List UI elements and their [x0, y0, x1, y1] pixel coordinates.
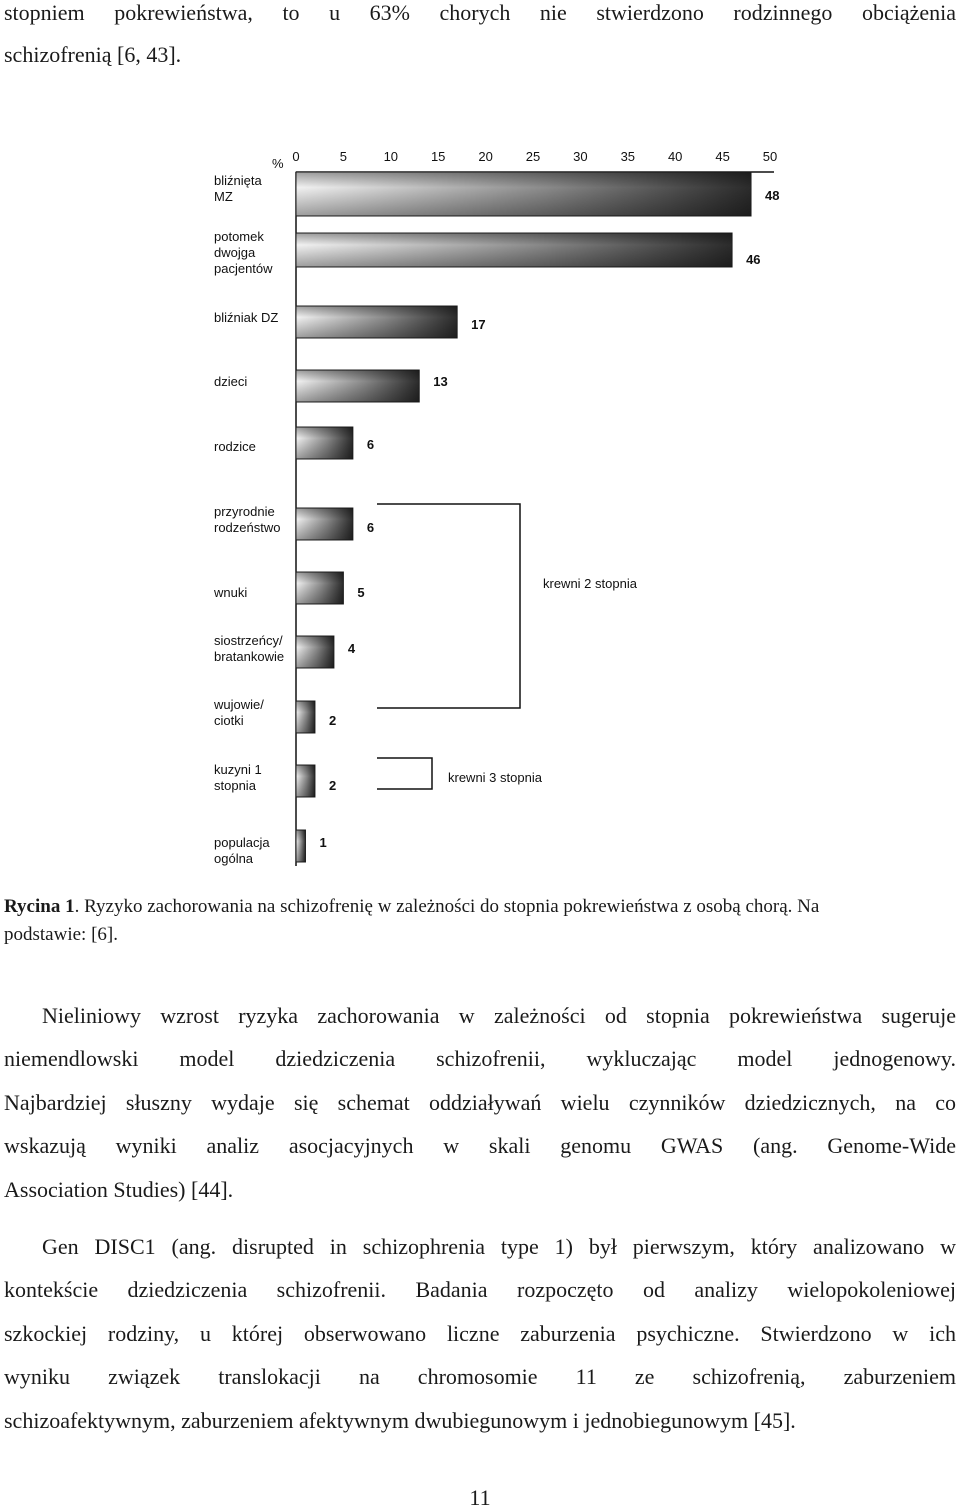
figure-caption-line2: podstawie: [6]. — [4, 924, 118, 945]
paragraph-line: Najbardziej słuszny wydaje się schemat oddziaływań wielu czynników dziedzicznych, na co — [4, 1090, 956, 1115]
bar — [296, 172, 751, 216]
category-label: stopnia — [214, 778, 256, 793]
category-label: wujowie/ — [214, 697, 264, 712]
category-label: MZ — [214, 189, 233, 204]
tick-label: 30 — [573, 149, 588, 164]
paragraph-line: Gen DISC1 (ang. disrupted in schizophrenia type 1) był pierwszym, który analizowano w — [42, 1234, 956, 1259]
axis-unit-label: % — [272, 156, 284, 171]
tick-label: 45 — [715, 149, 730, 164]
value-label: 6 — [366, 437, 375, 452]
caption-text: . Ryzyko zachorowania na schizofrenię w zależności do stopnia pokrewieństwa z osobą chorą. Na — [74, 896, 820, 917]
tick-label: 5 — [339, 149, 348, 164]
value-label: 48 — [765, 188, 780, 203]
paragraph-line: niemendlowski model dziedziczenia schizofrenii, wykluczając model jednogenowy. — [4, 1046, 956, 1071]
value-label: 1 — [319, 835, 327, 850]
bar — [296, 701, 315, 733]
annotation-2nd-degree: krewni 2 stopnia — [543, 576, 637, 591]
value-label: 6 — [366, 520, 375, 535]
paragraph-line: wskazują wyniki analiz asocjacyjnych w skali genomu GWAS (ang. Genome-Wide — [4, 1133, 956, 1158]
figure-caption — [4, 894, 956, 920]
value-label: 17 — [471, 317, 486, 332]
paragraph-line: Nieliniowy wzrost ryzyka zachorowania w zależności od stopnia pokrewieństwa sugeruje — [42, 1003, 956, 1028]
text-line: stopniem pokrewieństwa, to u 63% chorych nie stwierdzono rodzinnego obciążenia — [4, 0, 956, 25]
value-label: 4 — [347, 641, 356, 656]
page-number: 11 — [469, 1485, 491, 1510]
category-label: bliźnięta — [214, 173, 262, 188]
tick-label: 35 — [620, 149, 636, 164]
category-label: kuzyni 1 — [214, 762, 262, 777]
value-label: 5 — [357, 585, 365, 600]
paragraph-line: wyniku związek translokacji na chromosomie 11 ze schizofrenią, zaburzeniem — [4, 1364, 956, 1389]
paragraph-line: schizoafektywnym, zaburzeniem afektywnym dwubiegunowym i jednobiegunowym [45]. — [4, 1408, 796, 1433]
value-label: 13 — [433, 374, 448, 389]
bar — [296, 370, 419, 402]
bar — [296, 306, 457, 338]
annotation-3rd-degree: krewni 3 stopnia — [448, 770, 542, 785]
bar — [296, 636, 334, 668]
tick-label: 50 — [762, 149, 778, 164]
paragraph-line: kontekście dziedziczenia schizofrenii. Badania rozpoczęto od analizy wielopokoleniowej — [4, 1277, 956, 1302]
bracket-3rd-degree — [377, 758, 432, 789]
category-label: bliźniak DZ — [214, 310, 279, 325]
tick-label: 0 — [292, 149, 300, 164]
tick-label: 20 — [478, 149, 493, 164]
category-label: przyrodnie — [214, 504, 275, 519]
category-label: ciotki — [214, 713, 244, 728]
category-label: rodzeństwo — [214, 520, 281, 535]
tick-label: 25 — [525, 149, 541, 164]
category-label: wnuki — [214, 585, 248, 600]
category-label: populacja — [214, 835, 270, 850]
risk-bar-chart — [0, 140, 960, 880]
paragraph-line: szkockiej rodziny, u której obserwowano liczne zaburzenia psychiczne. Stwierdzono w ich — [4, 1321, 956, 1346]
tick-label: 10 — [383, 149, 399, 164]
bar — [296, 427, 353, 459]
category-label: dwojga — [214, 245, 256, 260]
value-label: 46 — [746, 252, 761, 267]
caption-label: Rycina 1 — [4, 896, 75, 917]
category-label: pacjentów — [214, 261, 273, 276]
bar — [296, 830, 305, 862]
category-label: potomek — [214, 229, 264, 244]
bracket-2nd-degree — [377, 504, 520, 708]
tick-label: 15 — [430, 149, 446, 164]
paragraph-line: Association Studies) [44]. — [4, 1177, 234, 1202]
category-label: bratankowie — [214, 649, 285, 664]
category-label: siostrzeńcy/ — [214, 633, 283, 648]
category-label: dzieci — [214, 374, 248, 389]
text-line: schizofrenią [6, 43]. — [4, 42, 182, 67]
category-label: rodzice — [214, 439, 256, 454]
bar — [296, 765, 315, 797]
value-label: 2 — [328, 778, 337, 793]
tick-label: 40 — [667, 149, 683, 164]
bar — [296, 508, 353, 540]
value-label: 2 — [328, 713, 337, 728]
bar — [296, 233, 732, 267]
bar — [296, 572, 343, 604]
category-label: ogólna — [214, 851, 254, 866]
